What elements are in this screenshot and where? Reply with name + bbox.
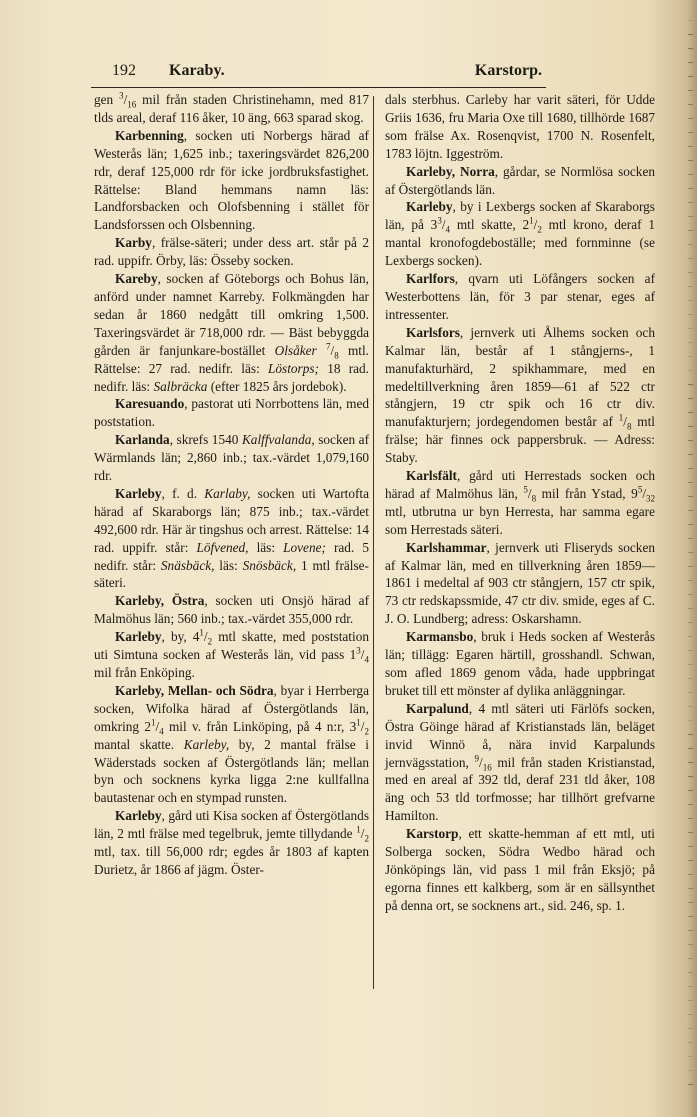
- edge-tick: [688, 454, 693, 455]
- edge-tick: [688, 734, 693, 735]
- edge-tick: [688, 384, 693, 385]
- entry-text: [317, 343, 326, 358]
- entry-text: 1 mtl frälse-säteri.: [94, 557, 369, 591]
- entry-text: /: [360, 647, 365, 663]
- edge-tick: [688, 1000, 693, 1001]
- entry-headword: Karleby: [115, 808, 162, 824]
- entry-headword: Karesuando: [115, 396, 185, 412]
- edge-tick: [688, 986, 693, 987]
- entry-text: by, 2 mantal frälse i Wäderstads socken af Östergötlands län; mellan byn och socknens kyrka ligga 2:ne kullfallna bautastenar och en stympad runsten.: [94, 736, 370, 806]
- edge-tick: [688, 398, 693, 399]
- entry-text: /: [203, 629, 208, 645]
- entry-text: /: [155, 718, 160, 734]
- dictionary-entry: [385, 628, 655, 700]
- entry-text: 18 rad. nedifr. läs:: [94, 360, 369, 394]
- edge-tick: [688, 370, 693, 371]
- dictionary-entry: [385, 825, 655, 915]
- entry-text: /: [623, 414, 627, 430]
- dictionary-entry: [94, 431, 369, 485]
- right-column: [385, 91, 655, 915]
- edge-tick: [688, 846, 693, 847]
- italic-name: Löfvened,: [196, 539, 249, 555]
- edge-tick: [688, 762, 693, 763]
- entry-text: (efter 1825 års jordebok).: [207, 378, 347, 394]
- entry-text: mtl. Rättelse: 27 rad. nedifr. läs:: [94, 342, 369, 376]
- fraction-denominator: 4: [445, 225, 451, 235]
- dictionary-entry: [94, 270, 369, 395]
- edge-tick: [688, 706, 693, 707]
- edge-tick: [688, 146, 693, 147]
- entry-headword: Karleby: [115, 485, 162, 501]
- entry-text: /: [533, 217, 538, 233]
- entry-text: , jernverk uti Ålhems socken och Kalmar län, består af 1 stångjerns-, 1 manufakturhärd, 2 spikhammare, med en medeltillverkning åren 1859—61 af 522 ctr stångjern, 19 ctr spik och 16 ctr div. manufakturjern; jordegendomen består af: [385, 324, 655, 430]
- edge-tick: [688, 314, 693, 315]
- edge-tick: [688, 356, 693, 357]
- entry-text: , byar i Herrberga socken, Wifolka härad af Östergötlands län, omkring 2: [94, 682, 369, 734]
- entry-text: , by, 4: [161, 629, 200, 645]
- edge-tick: [688, 580, 693, 581]
- entry-headword: Kareby: [115, 271, 158, 287]
- fraction-denominator: 16: [482, 762, 492, 773]
- fraction-numerator: 5: [637, 484, 643, 495]
- dictionary-entry: [94, 807, 369, 879]
- edge-tick: [688, 174, 693, 175]
- edge-tick: [688, 412, 693, 413]
- entry-text: mil från Enköping.: [94, 665, 195, 680]
- entry-text: gen: [94, 92, 120, 107]
- edge-tick: [688, 1014, 693, 1015]
- dictionary-entry: [385, 198, 655, 270]
- entry-text: , skrefs 1540: [169, 432, 242, 448]
- edge-tick: [688, 160, 693, 161]
- fraction-numerator: 3: [437, 215, 442, 226]
- entry-headword: Karleby: [406, 199, 453, 215]
- page-number: 192: [112, 62, 136, 79]
- edge-tick: [688, 678, 693, 679]
- fraction-denominator: 2: [207, 636, 213, 647]
- edge-tick: [688, 1056, 693, 1057]
- edge-tick: [688, 496, 693, 497]
- italic-name: Karleby,: [183, 736, 230, 752]
- fraction-numerator: 1: [529, 215, 534, 226]
- edge-tick: [688, 524, 693, 525]
- edge-tick: [688, 636, 693, 637]
- fraction-numerator: 1: [199, 627, 204, 638]
- entry-text: socken uti Wartofta härad af Skaraborgs län; 875 inb.; tax.-värdet 492,600 rdr. Här är tingshus och arrest. Rättelse: 14 rad. uppifr. står:: [94, 485, 369, 555]
- edge-tick: [688, 958, 693, 959]
- entry-text: , socken af Göteborgs och Bohus län, anförd under namnet Karreby. Folkmängden har sedan år 1860 nedgått till omkring 1,500. Taxeringsvärdet är 718,000 rdr. — Bäst bebyggda gården är fanjunkare-bostället: [94, 271, 369, 358]
- italic-name: Kalffvalanda,: [241, 432, 315, 448]
- fraction-numerator: 1: [356, 824, 361, 835]
- edge-tick: [688, 342, 693, 343]
- edge-tick: [688, 622, 693, 623]
- fraction-denominator: 8: [626, 421, 632, 432]
- fraction-numerator: 5: [523, 484, 528, 495]
- dictionary-entry: [385, 539, 655, 629]
- edge-tick: [688, 860, 693, 861]
- entry-headword: Karbenning: [115, 127, 184, 143]
- entry-headword: Karby: [115, 235, 152, 251]
- entry-headword: Karleby: [115, 629, 162, 645]
- entry-text: /: [330, 342, 335, 358]
- dictionary-entry: [94, 395, 369, 431]
- entry-text: , gård uti Kisa socken af Östergötlands län, 2 mtl frälse med tegelbruk, jemte tillydande: [94, 808, 369, 842]
- edge-tick: [688, 90, 693, 91]
- edge-tick: [688, 692, 693, 693]
- edge-tick: [688, 132, 693, 133]
- entry-text: /: [123, 92, 128, 107]
- entry-text: läs:: [248, 539, 284, 555]
- edge-tick: [688, 832, 693, 833]
- dictionary-entry: [94, 592, 369, 628]
- entry-text: , frälse-säteri; under dess art. står på 2 rad. uppifr. Örby, läs: Össeby socken.: [94, 235, 369, 269]
- fraction-numerator: 1: [618, 412, 624, 423]
- edge-tick: [688, 244, 693, 245]
- entry-continuation: [94, 91, 369, 127]
- entry-text: socken af Wärmlands län; 2,860 inb.; tax.-värdet 1,079,160 rdr.: [94, 432, 369, 484]
- edge-tick: [688, 62, 693, 63]
- entry-text: /: [527, 485, 532, 501]
- fraction-denominator: 2: [364, 726, 369, 737]
- page-edge-ticks: [685, 20, 693, 1100]
- dictionary-entry: [94, 682, 369, 807]
- edge-tick: [688, 594, 693, 595]
- edge-tick: [688, 1070, 693, 1071]
- fraction-denominator: 8: [334, 350, 339, 361]
- entry-text: mil från staden Kristianstad, med en areal af 392 tld, deraf 231 tld åker, 108 äng och 53 tld torfmosse; har tillhört grefvarne Hamilton.: [385, 754, 655, 824]
- italic-name: Salbräcka: [153, 378, 208, 394]
- entry-headword: Karleby, Mellan- och Södra: [115, 682, 274, 698]
- entry-text: mtl skatte, med poststation uti Simtuna socken af Westerås län, vid pass 1: [94, 629, 369, 663]
- entry-text: , socken uti Norbergs härad af Westerås län; 1,625 inb.; taxeringsvärdet 826,200 rdr, deraf 125,000 rdr för icke jordbruksfastighet. Rättelse: Bland hemmans namn läs: Landforsbacken och Olofsbenning i stället för Landsforssen och Olsbenning.: [94, 127, 369, 233]
- entry-text: , socken uti Onsjö härad af Malmöhus län; 560 inb.; tax.-värdet 355,000 rdr.: [94, 593, 369, 627]
- entry-headword: Karlshammar: [406, 539, 487, 555]
- entry-text: , by i Lexbergs socken af Skaraborgs län, på 3: [385, 199, 655, 233]
- entry-headword: Karleby, Östra: [115, 593, 205, 609]
- edge-tick: [688, 20, 693, 21]
- entry-headword: Karlsfält: [406, 468, 457, 484]
- entry-text: , f. d.: [161, 485, 205, 501]
- entry-text: mtl skatte, 2: [450, 217, 530, 233]
- fraction-denominator: 32: [646, 493, 656, 504]
- entry-text: mtl, utbrutna ur byn Herresta, har samma egare som Herrestads säteri.: [385, 503, 655, 537]
- dictionary-entry: [385, 467, 655, 539]
- entry-text: /: [360, 826, 365, 842]
- edge-tick: [688, 748, 693, 749]
- entry-headword: Karmansbo: [406, 629, 474, 645]
- entry-headword: Karstorp: [406, 826, 459, 842]
- entry-text: /: [478, 754, 483, 770]
- edge-tick: [688, 916, 693, 917]
- edge-tick: [688, 468, 693, 469]
- entry-text: rad. 5 nedifr. står:: [94, 539, 369, 573]
- entry-headword: Karlanda: [115, 432, 170, 448]
- edge-tick: [688, 930, 693, 931]
- dictionary-entry: [94, 127, 369, 234]
- entry-headword: Karlfors: [406, 271, 455, 287]
- edge-tick: [688, 300, 693, 301]
- fraction-denominator: 4: [159, 726, 164, 737]
- left-column: [94, 91, 369, 879]
- edge-tick: [688, 426, 693, 427]
- italic-name: Karlaby,: [204, 485, 251, 501]
- entry-text: mtl, tax. till 56,000 rdr; egdes år 1803 af kapten Durietz, år 1866 af jägm. Öster-: [94, 844, 369, 877]
- edge-tick: [688, 944, 693, 945]
- edge-tick: [688, 720, 693, 721]
- italic-name: Snäsbäck,: [160, 557, 215, 573]
- edge-tick: [688, 510, 693, 511]
- dictionary-entry: [385, 270, 655, 324]
- dictionary-entry: [385, 324, 655, 467]
- entry-text: , 4 mtl säteri uti Färlöfs socken, Östra Göinge härad af Kristianstads län, beläget invid Winnö å, nära invid Karpalunds jernvägsstation,: [385, 700, 655, 770]
- italic-name: Löstorps;: [267, 360, 319, 376]
- edge-tick: [688, 34, 693, 35]
- dictionary-entry: [385, 700, 655, 825]
- entry-text: mil från staden Christinehamn, med 817 tlds areal, deraf 116 åker, 10 äng, 663 sparad skog.: [94, 92, 369, 125]
- edge-tick: [688, 1028, 693, 1029]
- edge-tick: [688, 1042, 693, 1043]
- italic-name: Olsåker: [274, 342, 317, 358]
- fraction-denominator: 2: [537, 225, 542, 235]
- entry-text: mantal skatte.: [94, 736, 184, 752]
- dictionary-entry: [94, 234, 369, 270]
- entry-continuation: [385, 91, 655, 163]
- edge-tick: [688, 776, 693, 777]
- edge-tick: [688, 258, 693, 259]
- entry-text: mtl krono, deraf 1 mantal kronofogdeboställe; med fornminne (se Lexbergs socken).: [385, 217, 655, 269]
- right-running-head: Karstorp.: [474, 62, 542, 79]
- edge-tick: [688, 790, 693, 791]
- fraction-numerator: 9: [474, 753, 479, 764]
- edge-tick: [688, 118, 693, 119]
- edge-tick: [688, 1084, 693, 1085]
- entry-text: dals sterbhus. Carleby har varit säteri, för Udde Griis 1636, fru Maria Oxe till 1680, tillhörde 1687 som frälse Ax. Rosenqvist, 1700 N. Rosenfelt, 1783 löjtn. Iggeström.: [385, 92, 655, 161]
- entry-text: , bruk i Heds socken af Westerås län; tillägg: Egaren härtill, grosshandl. Schwan, som afled 1869 genom våda, hade uppbringat bruket till ett mönster af dylika anläggningar.: [385, 629, 655, 698]
- entry-text: mtl frälse; här finnes ock pappersbruk. — Adress: Staby.: [385, 414, 655, 466]
- header-rule: [91, 87, 546, 88]
- edge-tick: [688, 888, 693, 889]
- entry-text: , gårdar, se Normlösa socken af Östergötlands län.: [385, 163, 656, 197]
- page-header: [112, 62, 542, 82]
- edge-tick: [688, 804, 693, 805]
- fraction-numerator: 3: [356, 645, 361, 656]
- fraction-denominator: 2: [364, 833, 369, 844]
- edge-tick: [688, 286, 693, 287]
- dictionary-entry: [94, 485, 369, 592]
- fraction-denominator: 16: [127, 99, 137, 110]
- edge-tick: [688, 874, 693, 875]
- edge-tick: [688, 972, 693, 973]
- edge-tick: [688, 538, 693, 539]
- edge-tick: [688, 608, 693, 609]
- edge-tick: [688, 818, 693, 819]
- entry-text: /: [642, 485, 647, 501]
- entry-headword: Karleby, Norra: [406, 163, 495, 179]
- entry-text: , ett skatte-hemman af ett mtl, uti Solberga socken, Södra Wedbo härad och Jönköpings län, vid pass 1 mil från Eksjö; på egorna finnes ett kalkberg, som är en sällsynthet på denna ort, se socknens art., sid. 246, sp. 1.: [385, 826, 655, 913]
- entry-text: /: [360, 718, 365, 734]
- edge-tick: [688, 272, 693, 273]
- fraction-denominator: 8: [531, 493, 537, 504]
- edge-tick: [688, 48, 693, 49]
- fraction-denominator: 4: [364, 654, 369, 665]
- entry-text: , gård uti Herrestads socken och härad af Malmöhus län,: [385, 468, 655, 501]
- dictionary-entry: [94, 628, 369, 682]
- edge-tick: [688, 440, 693, 441]
- fraction-numerator: 1: [150, 717, 156, 728]
- edge-tick: [688, 552, 693, 553]
- edge-tick: [688, 216, 693, 217]
- entry-text: , pastorat uti Norrbottens län, med poststation.: [94, 396, 369, 430]
- edge-tick: [688, 188, 693, 189]
- edge-tick: [688, 76, 693, 77]
- edge-tick: [688, 482, 693, 483]
- edge-tick: [688, 902, 693, 903]
- dictionary-entry: [385, 163, 655, 199]
- entry-text: , qvarn uti Löfångers socken af Westerbottens län, för 3 par stenar, eges af intressenter.: [385, 271, 655, 322]
- left-running-head: Karaby.: [169, 62, 225, 79]
- fraction-numerator: 7: [325, 341, 331, 352]
- edge-tick: [688, 650, 693, 651]
- entry-text: mil från Ystad, 9: [536, 485, 638, 501]
- entry-headword: Karpalund: [406, 700, 469, 716]
- edge-tick: [688, 202, 693, 203]
- fraction-numerator: 3: [119, 90, 124, 101]
- column-divider: [373, 96, 374, 989]
- edge-tick: [688, 566, 693, 567]
- entry-text: mil v. från Linköping, på 4 n:r, 3: [163, 718, 357, 734]
- italic-name: Lovene;: [283, 539, 326, 555]
- fraction-numerator: 1: [356, 717, 361, 728]
- italic-name: Snösbäck,: [242, 557, 297, 573]
- edge-tick: [688, 328, 693, 329]
- edge-tick: [688, 104, 693, 105]
- edge-tick: [688, 230, 693, 231]
- entry-text: läs:: [214, 557, 243, 573]
- entry-text: /: [441, 217, 446, 233]
- edge-tick: [688, 664, 693, 665]
- entry-text: , jernverk uti Fliseryds socken af Kalmar län, med en tillverkning åren 1859—1861 i medeltal af 903 ctr stångjern, 157 ctr spik, 73 ctr redskapssmide, 47 ctr div. smide, eges af C. J. O. Lundberg; adress: Oskarshamn.: [385, 539, 655, 627]
- entry-headword: Karlsfors: [406, 324, 460, 340]
